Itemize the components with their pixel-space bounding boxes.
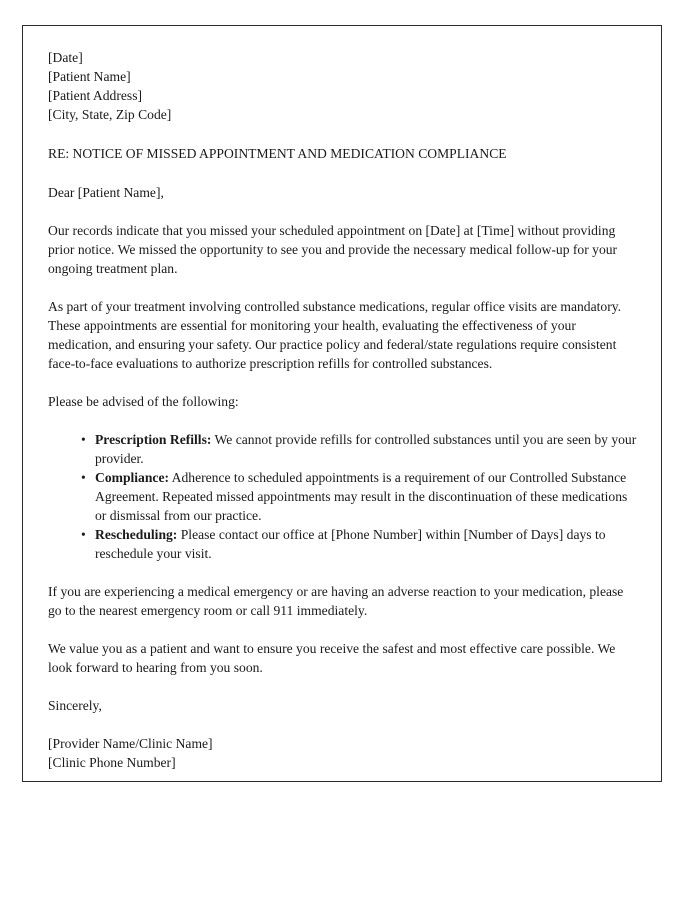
paragraph-controlled-substance-policy: As part of your treatment involving controlled substance medications, regular office visits are mandatory. These appointments are essential for monitoring your health, evaluating the effectiveness of your medication, and ensuring your safety. Our practice policy and federal/state regulations require consistent face-to-face evaluations to authorize prescription refills for controlled substances. [48, 299, 622, 371]
bullet-text-prescription-refills: We cannot provide refills for controlled substances until you are seen by your provider. [95, 432, 637, 466]
list-item [95, 525, 637, 563]
salutation: Dear [Patient Name], [48, 185, 164, 200]
paragraph-closing-statement: We value you as a patient and want to ensure you receive the safest and most effective care possible. We look forward to hearing from you soon. [48, 641, 616, 675]
signature-block [48, 734, 637, 772]
address-line-date: [Date] [48, 50, 83, 65]
advisory-list [48, 430, 637, 563]
address-line-patient-address: [Patient Address] [48, 88, 143, 103]
bullet-label-prescription-refills: Prescription Refills: [95, 432, 212, 447]
letter-content [23, 26, 661, 772]
address-line-city-state-zip: [City, State, Zip Code] [48, 107, 172, 122]
list-item [95, 468, 637, 525]
paragraph-emergency-instructions: If you are experiencing a medical emergency or are having an adverse reaction to your medication, please go to the nearest emergency room or call 911 immediately. [48, 584, 624, 618]
letter-page [22, 25, 662, 782]
bullet-label-rescheduling: Rescheduling: [95, 527, 178, 542]
address-block [48, 48, 637, 124]
bullet-text-compliance: Adherence to scheduled appointments is a requirement of our Controlled Substance Agreement. Repeated missed appointments may result in the discontinuation of these medications or dismissal from our practice. [95, 470, 628, 523]
bullet-label-compliance: Compliance: [95, 470, 170, 485]
signature-provider-name: [Provider Name/Clinic Name] [48, 736, 213, 751]
address-line-patient-name: [Patient Name] [48, 69, 131, 84]
paragraph-missed-appointment: Our records indicate that you missed your scheduled appointment on [Date] at [Time] without providing prior notice. We missed the opportunity to see you and provide the necessary medical follow-up for your ongoing treatment plan. [48, 223, 618, 276]
signature-clinic-phone: [Clinic Phone Number] [48, 755, 176, 770]
bullet-text-rescheduling: Please contact our office at [Phone Number] within [Number of Days] days to reschedule your visit. [95, 527, 606, 561]
list-intro: Please be advised of the following: [48, 394, 239, 409]
list-item [95, 430, 637, 468]
subject-line: RE: NOTICE OF MISSED APPOINTMENT AND MEDICATION COMPLIANCE [48, 146, 507, 161]
closing-salutation: Sincerely, [48, 698, 102, 713]
